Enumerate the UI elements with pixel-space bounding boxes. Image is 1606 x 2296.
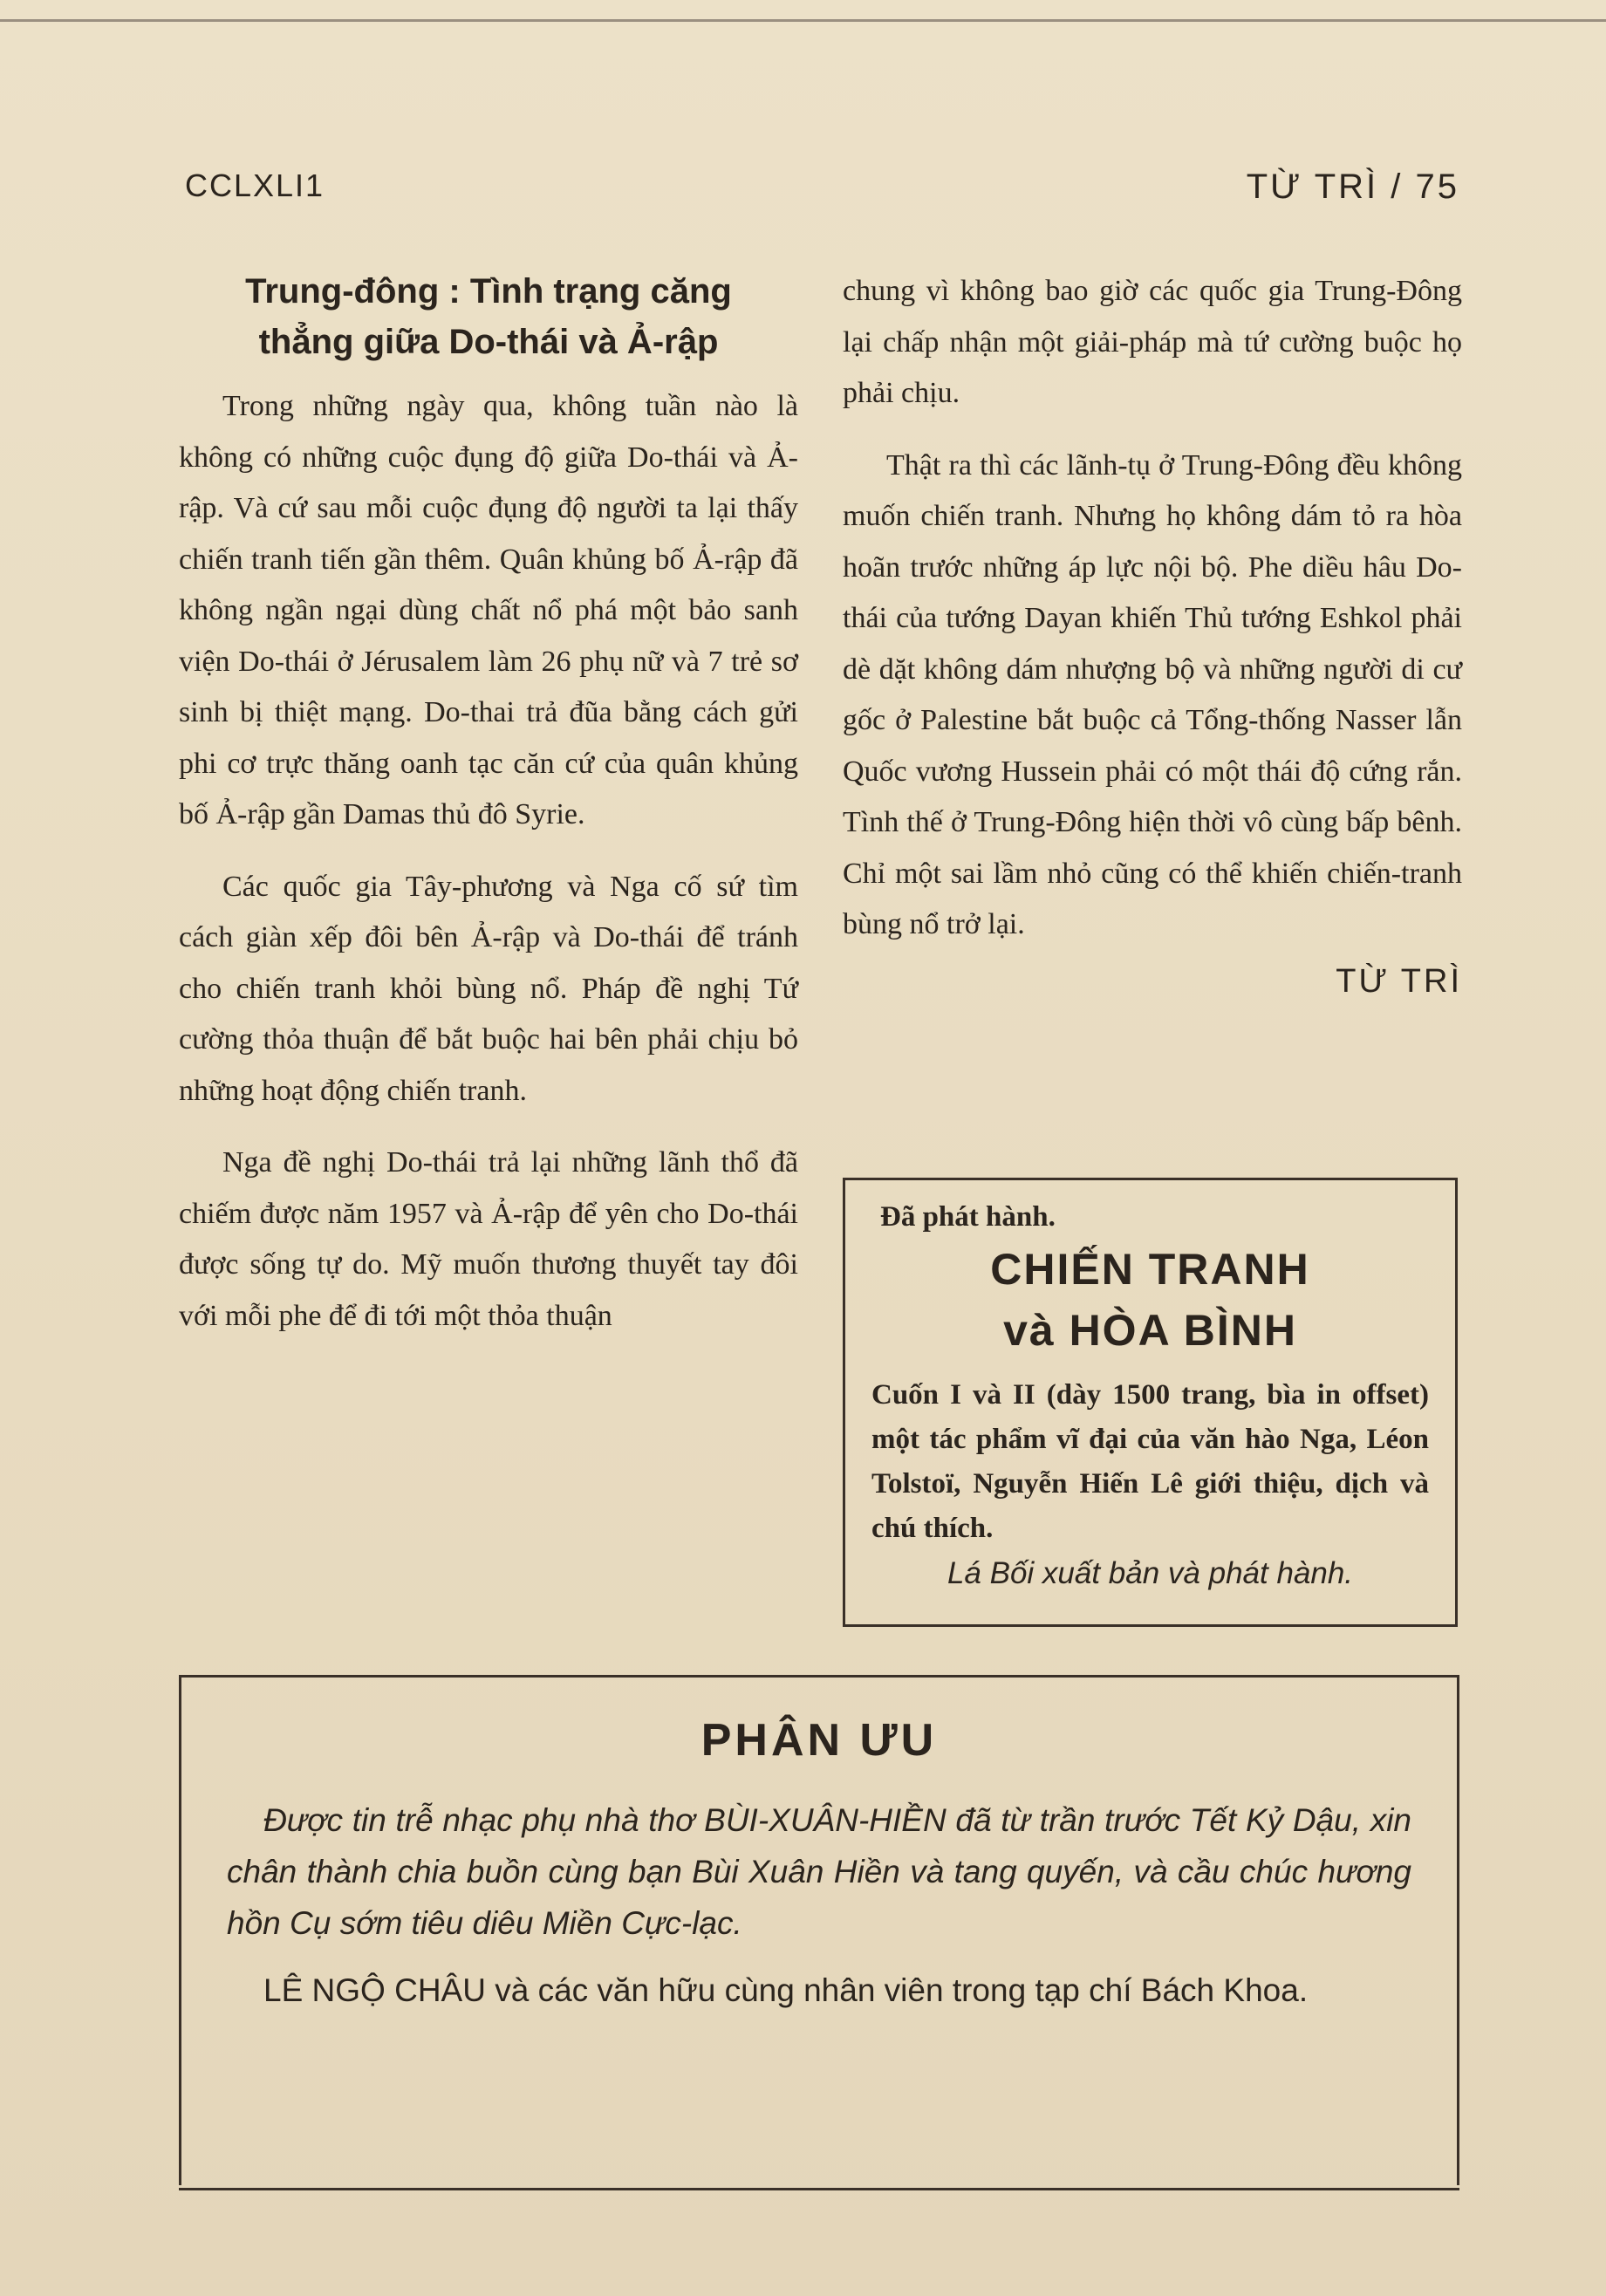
article-right-column	[843, 266, 1462, 1007]
article-title	[179, 266, 798, 367]
top-rule	[0, 19, 1606, 22]
condolence-text: Được tin trễ nhạc phụ nhà thơ BÙI-XUÂN-HIỀN đã từ trần trước Tết Kỷ Dậu, xin chân thành chia buồn cùng bạn Bùi Xuân Hiền và tang quyến, và cầu chúc hương hồn Cụ sớm tiêu diêu Miền Cực-lạc.	[227, 1802, 1411, 1941]
running-header: TỪ TRÌ / 75	[1246, 167, 1459, 206]
page-folio-roman: CCLXLI1	[185, 167, 325, 203]
article-title-line-1: Trung-đông : Tình trạng căng	[245, 272, 732, 311]
article-paragraph: Trong những ngày qua, không tuần nào là không có những cuộc đụng độ giữa Do-thái và Ả-rập. Và cứ sau mỗi cuộc đụng độ người ta lại thấy chiến tranh tiến gần thêm. Quân khủng bố Ả-rập đã không ngần ngại dùng chất nổ phá một bảo sanh viện Do-thái ở Jérusalem làm 26 phụ nữ và 7 trẻ sơ sinh bị thiệt mạng. Do-thai trả đũa bằng cách gửi phi cơ trực thăng oanh tạc căn cứ của quân khủng bố Ả-rập gần Damas thủ đô Syrie.	[179, 390, 798, 830]
article-signature: TỪ TRÌ	[1336, 962, 1462, 1000]
article-title-line-2: thẳng giữa Do-thái và Ả-rập	[258, 323, 719, 361]
ad-kicker: Đã phát hành.	[880, 1201, 1056, 1233]
article-paragraph: Các quốc gia Tây-phương và Nga cố sứ tìm cách giàn xếp đôi bên Ả-rập và Do-thái để tránh cho chiến tranh khỏi bùng nổ. Pháp đề nghị Tứ cường thỏa thuận để bắt buộc hai bên phải chịu bỏ những hoạt động chiến tranh.	[179, 870, 798, 1107]
ad-title	[871, 1239, 1429, 1361]
condolence-bottom-rule	[179, 2188, 1459, 2190]
article-paragraph: Nga đề nghị Do-thái trả lại những lãnh thổ đã chiếm được năm 1957 và Ả-rập để yên cho Do-thái được sống tự do. Mỹ muốn thương thuyết tay đôi với mỗi phe để đi tới một thỏa thuận	[179, 1146, 798, 1332]
ad-publisher: Lá Bối xuất bản và phát hành.	[947, 1556, 1354, 1590]
article-paragraph: Thật ra thì các lãnh-tụ ở Trung-Đông đều không muốn chiến tranh. Nhưng họ không dám tỏ ra hòa hoãn trước những áp lực nội bộ. Phe diều hâu Do-thái của tướng Dayan khiến Thủ tướng Eshkol phải dè dặt không dám nhượng bộ và những người di cư gốc ở Palestine bắt buộc cả Tổng-thống Nasser lẫn Quốc vương Hussein phải có một thái độ cứng rắn. Tình thế ở Trung-Đông hiện thời vô cùng bấp bênh. Chỉ một sai lầm nhỏ cũng có thể khiến chiến-tranh bùng nổ trở lại.	[843, 448, 1462, 940]
condolence-notice	[179, 1675, 1459, 2185]
book-advertisement	[843, 1178, 1458, 1627]
article-left-column	[179, 266, 798, 1342]
article-paragraph-continued: chung vì không bao giờ các quốc gia Trung-Đông lại chấp nhận một giải-pháp mà tứ cường buộc họ phải chịu.	[843, 275, 1462, 409]
condolence-signature: LÊ NGỘ CHÂU và các văn hữu cùng nhân viên trong tạp chí Bách Khoa.	[263, 1972, 1309, 2008]
condolence-title: PHÂN ƯU	[700, 1715, 938, 1766]
ad-body: Cuốn I và II (dày 1500 trang, bìa in offset) một tác phẩm vĩ đại của văn hào Nga, Léon Tolstoï, Nguyễn Hiến Lê giới thiệu, dịch và chú thích.	[871, 1379, 1429, 1544]
ad-title-line-2: và HÒA BÌNH	[1003, 1306, 1297, 1355]
ad-title-line-1: CHIẾN TRANH	[990, 1245, 1310, 1294]
